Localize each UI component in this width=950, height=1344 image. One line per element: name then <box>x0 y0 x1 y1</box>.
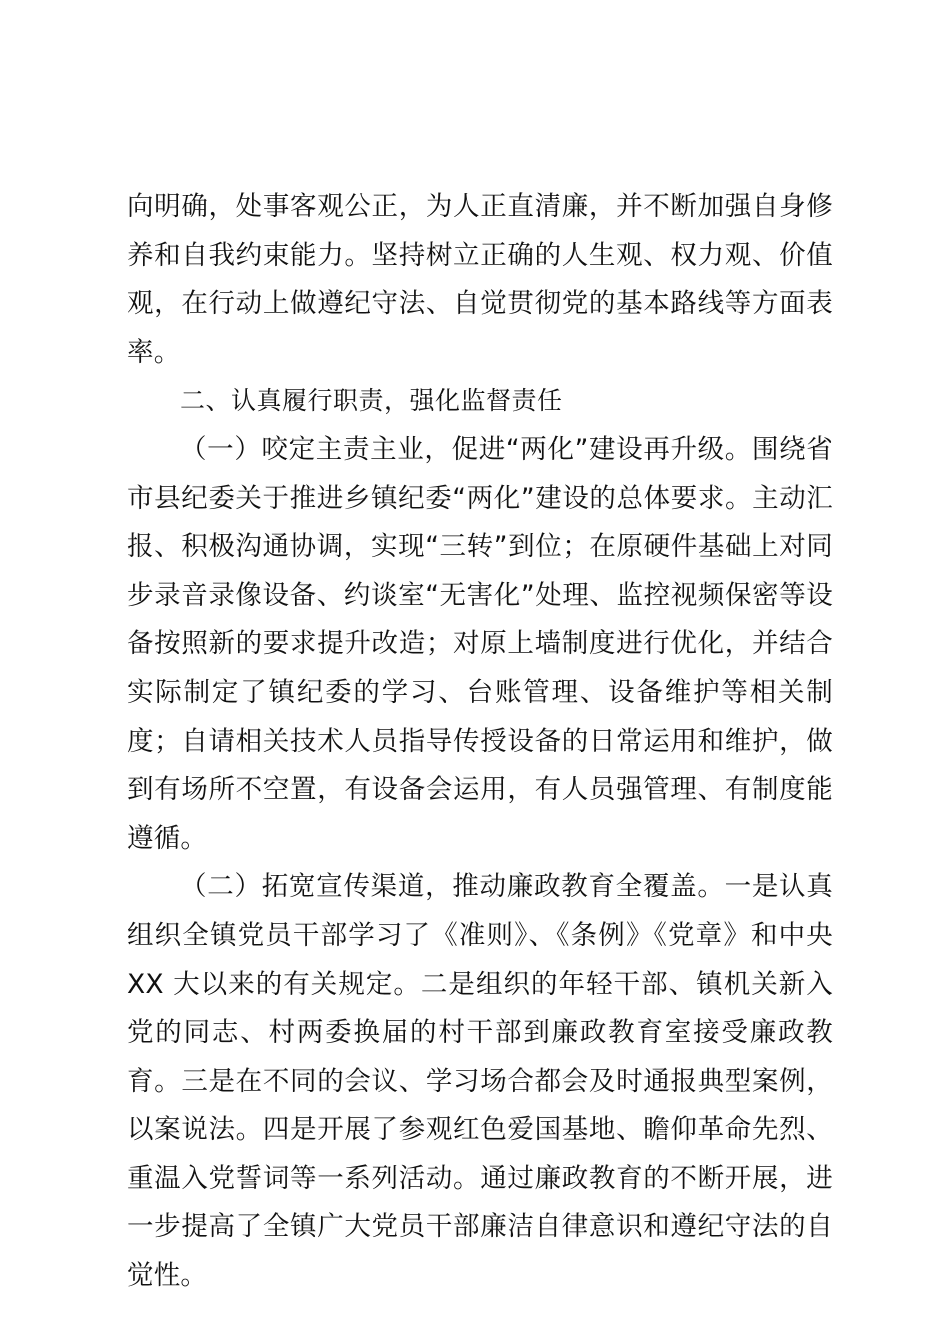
section-heading: 二、认真履行职责，强化监督责任 <box>180 386 563 416</box>
paragraph-continuation: 向明确，处事客观公正，为人正直清廉，并不断加强自身修养和自我约束能力。坚持树立正确的人生观、权力观、价值观，在行动上做遵纪守法、自觉贯彻党的基本路线等方面表率。 <box>127 191 833 368</box>
paragraph-subsection-one: （一）咬定主责主业，促进“两化”建设再升级。围绕省市县纪委关于推进乡镇纪委“两化”建设的总体要求。主动汇报、积极沟通协调，实现“三转”到位；在原硬件基础上对同步录音录像设备、约谈室“无害化”处理、监控视频保密等设备按照新的要求提升改造；对原上墙制度进行优化，并结合实际制定了镇纪委的学习、台账管理、设备维护等相关制度；自请相关技术人员指导传授设备的日常运用和维护，做到有场所不空置，有设备会运用，有人员强管理、有制度能遵循。 <box>127 433 833 854</box>
paragraph-subsection-two: （二）拓宽宣传渠道，推动廉政教育全覆盖。一是认真组织全镇党员干部学习了《准则》、《条例》《党章》和中央 XX 大以来的有关规定。二是组织的年轻干部、镇机关新入党的同志、村两委换届的村干部到廉政教育室接受廉政教育。三是在不同的会议、学习场合都会及时通报典型案例，以案说法。四是开展了参观红色爱国基地、瞻仰革命先烈、重温入党誓词等一系列活动。通过廉政教育的不断开展，进一步提高了全镇广大党员干部廉洁自律意识和遵纪守法的自觉性。 <box>127 871 833 1292</box>
document-body <box>127 183 833 1301</box>
